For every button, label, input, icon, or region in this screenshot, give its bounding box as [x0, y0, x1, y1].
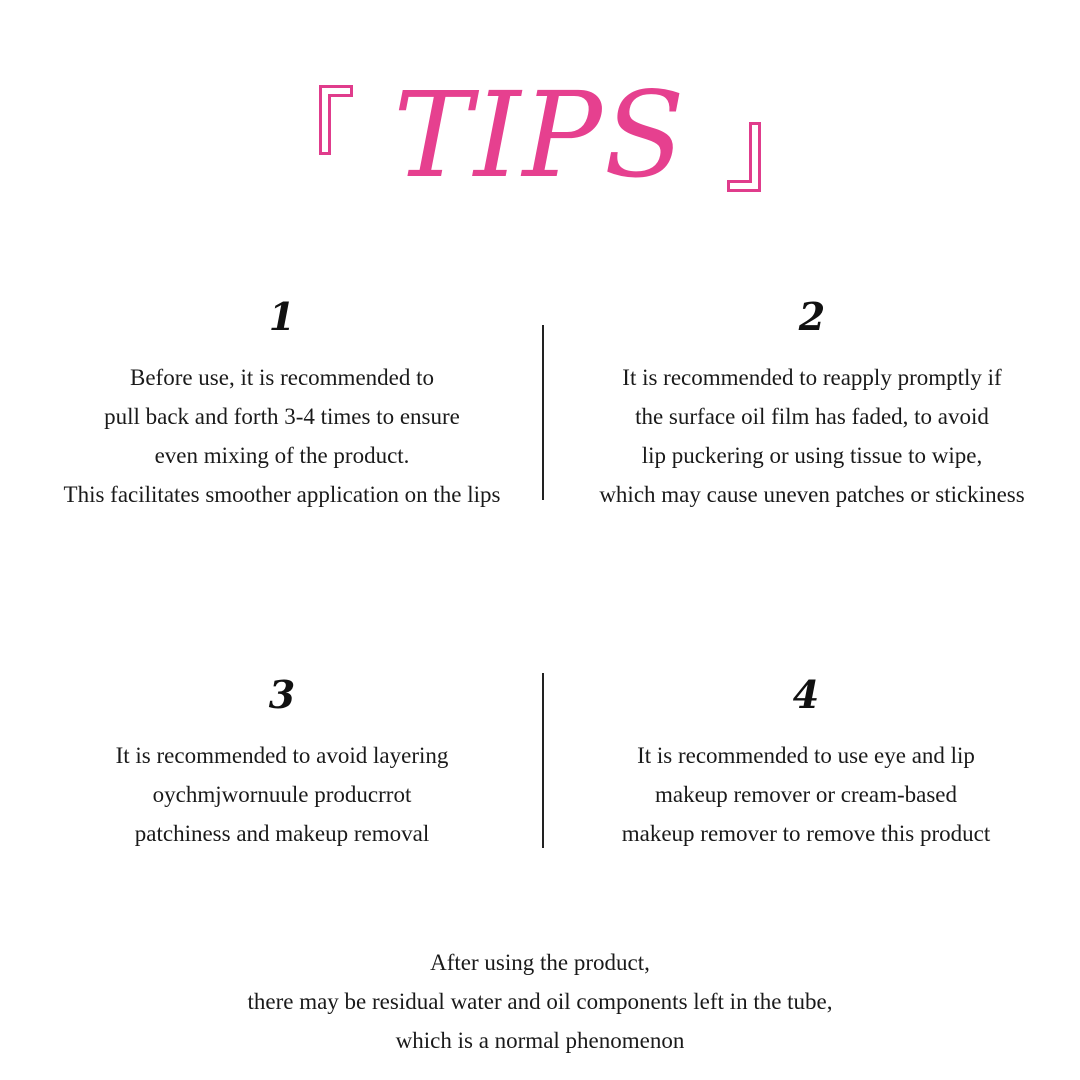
- tip-text-line: oychmjwornuule producrrot: [152, 782, 412, 807]
- tip-text-line: This facilitates smoother application on the lips: [63, 482, 501, 507]
- tip-text-line: Before use, it is recommended to: [129, 365, 435, 390]
- title-banner: [0, 66, 1080, 204]
- footer-note: [0, 943, 1080, 1060]
- tip-text-line: It is recommended to reapply promptly if: [622, 365, 1002, 390]
- tip-3: [32, 672, 532, 853]
- footer-text-line: there may be residual water and oil components left in the tube,: [247, 989, 833, 1014]
- tip-number: 4: [792, 672, 820, 717]
- tip-text-line: which may cause uneven patches or stickiness: [599, 482, 1025, 507]
- tip-text-line: pull back and forth 3-4 times to ensure: [104, 404, 460, 429]
- tip-text-line: It is recommended to avoid layering: [115, 743, 449, 768]
- tip-2: [562, 294, 1062, 514]
- tip-1: [32, 294, 532, 514]
- tip-4: [556, 672, 1056, 853]
- tip-text-line: makeup remover or cream-based: [654, 782, 958, 807]
- divider-bottom: [542, 673, 544, 848]
- tip-text-line: lip puckering or using tissue to wipe,: [641, 443, 983, 468]
- divider-top: [542, 325, 544, 500]
- tip-text-line: It is recommended to use eye and lip: [637, 743, 975, 768]
- left-bracket-icon: [319, 85, 353, 171]
- tip-number: 3: [268, 672, 296, 717]
- tip-number: 2: [798, 294, 826, 339]
- tip-text-line: makeup remover to remove this product: [621, 821, 991, 846]
- tip-number: 1: [268, 294, 296, 339]
- tip-text-line: patchiness and makeup removal: [134, 821, 430, 846]
- page-title: TIPS: [393, 66, 687, 204]
- tip-text-line: even mixing of the product.: [154, 443, 410, 468]
- footer-text-line: which is a normal phenomenon: [395, 1028, 685, 1053]
- footer-text-line: After using the product,: [430, 950, 650, 975]
- tip-text-line: the surface oil film has faded, to avoid: [635, 404, 989, 429]
- right-bracket-icon: [727, 106, 761, 192]
